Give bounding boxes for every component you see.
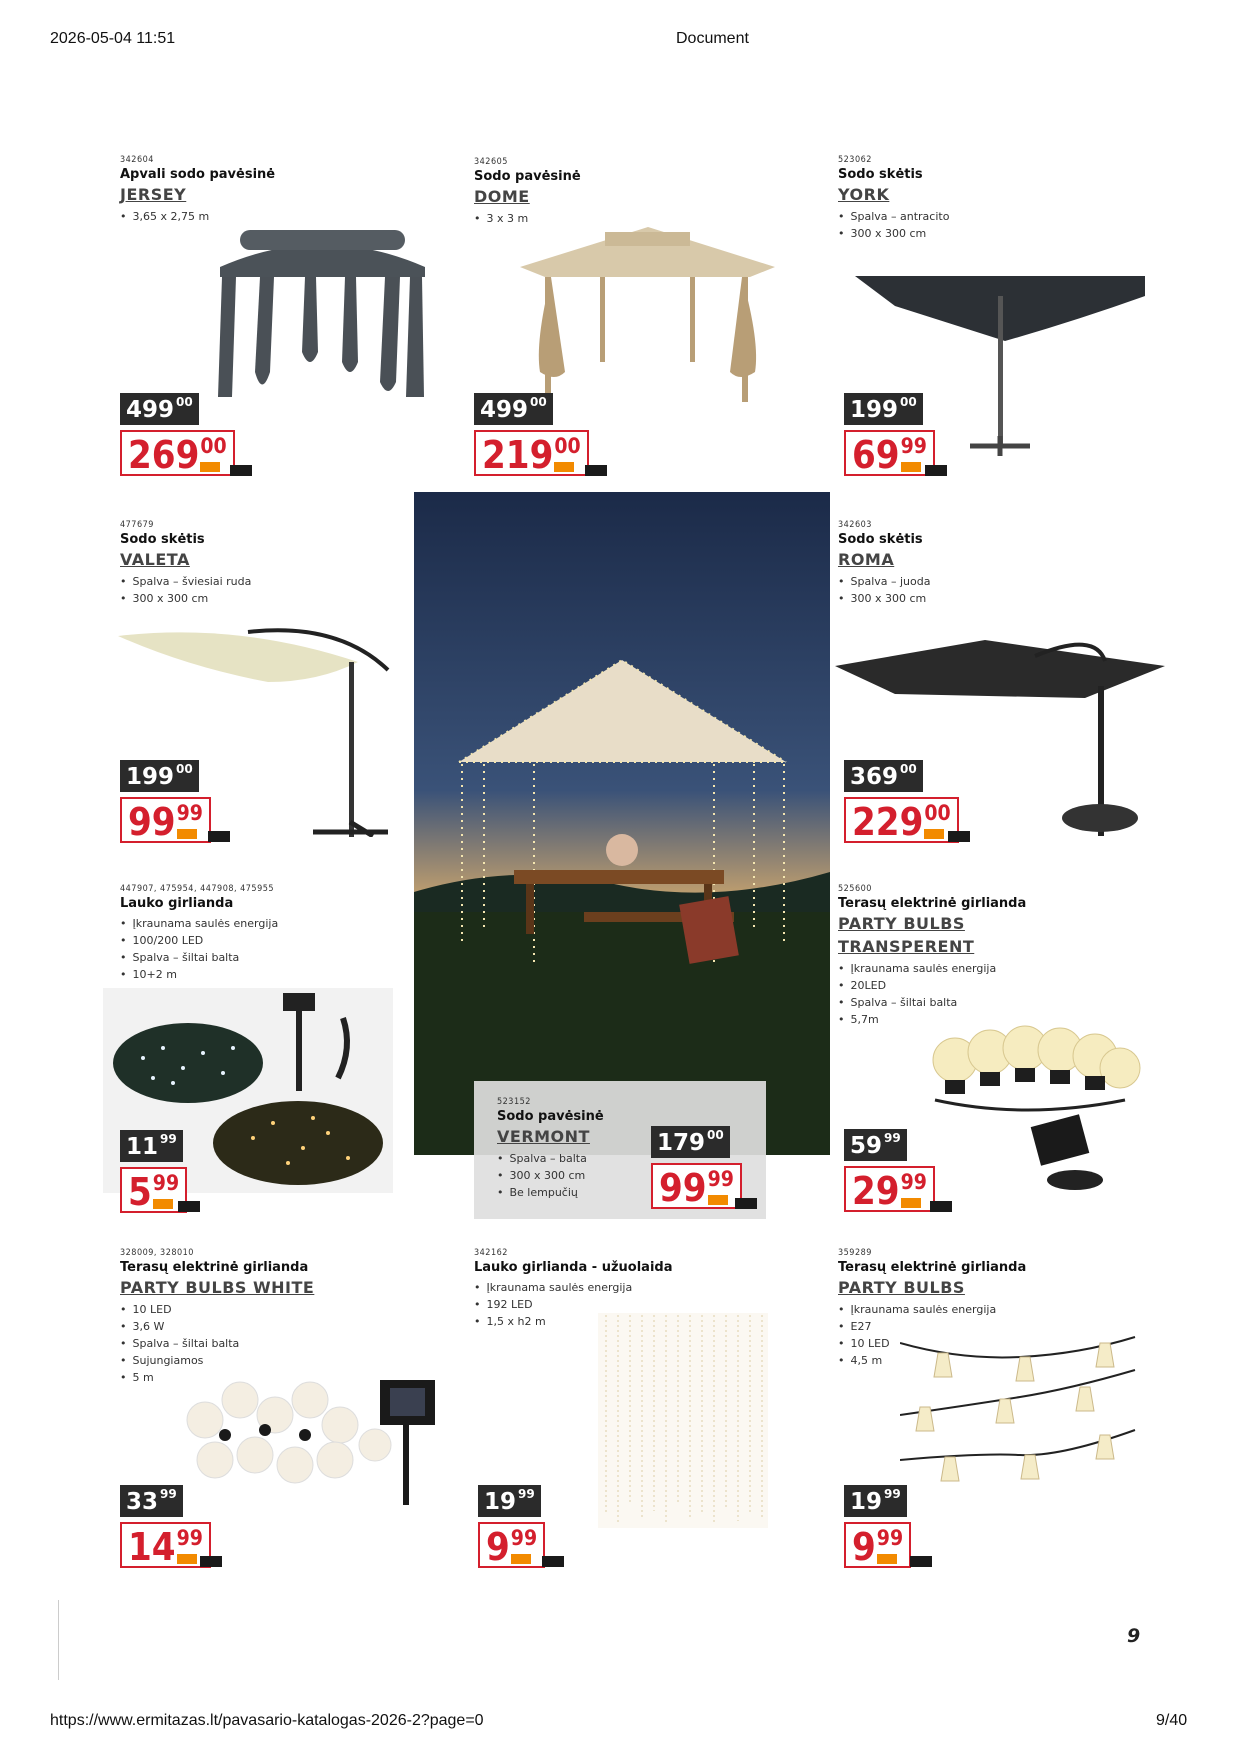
old-price-cents: 99 bbox=[160, 1487, 177, 1501]
old-price-int: 19 bbox=[484, 1489, 517, 1515]
product-name[interactable]: ROMA bbox=[838, 550, 895, 569]
old-price-int: 199 bbox=[126, 764, 175, 790]
old-price-cents: 00 bbox=[900, 762, 917, 776]
feature-item: • Spalva – balta bbox=[497, 1150, 747, 1167]
new-price-cents: 99 bbox=[900, 1170, 927, 1194]
old-price-int: 369 bbox=[850, 764, 899, 790]
product-category: Sodo skėtis bbox=[120, 532, 205, 547]
new-price-int: 69 bbox=[852, 433, 900, 477]
curtain-lights-image bbox=[598, 1313, 768, 1528]
card-badge bbox=[208, 831, 230, 842]
old-price-int: 199 bbox=[850, 397, 899, 423]
card-badge bbox=[948, 831, 970, 842]
old-price bbox=[478, 1485, 541, 1517]
new-price-int: 99 bbox=[128, 800, 176, 844]
party-bulbs-image bbox=[900, 1335, 1140, 1505]
product-sku: 342605 bbox=[474, 157, 508, 167]
card-badge bbox=[542, 1556, 564, 1567]
card-badge bbox=[735, 1198, 757, 1209]
old-price bbox=[120, 760, 199, 792]
old-price bbox=[120, 1130, 183, 1162]
old-price-cents: 99 bbox=[160, 1132, 177, 1146]
old-price bbox=[651, 1126, 730, 1158]
product-category: Apvali sodo pavėsinė bbox=[120, 167, 276, 182]
card-badge bbox=[925, 465, 947, 476]
feature-item: • 4,5 m bbox=[838, 1352, 1088, 1369]
card-badge bbox=[200, 1556, 222, 1567]
feature-item: • Be lempučių bbox=[497, 1184, 747, 1201]
new-price-cents: 99 bbox=[876, 1526, 904, 1550]
new-price bbox=[120, 1522, 211, 1568]
new-price-int: 9 bbox=[852, 1525, 876, 1569]
new-price-int: 219 bbox=[482, 433, 554, 477]
product-sku: 342604 bbox=[120, 155, 154, 165]
product-name[interactable]: PARTY BULBS bbox=[838, 914, 965, 933]
new-price-int: 29 bbox=[852, 1169, 900, 1213]
product-name[interactable]: YORK bbox=[838, 185, 890, 204]
new-price-cents: 99 bbox=[707, 1167, 734, 1191]
card-badge bbox=[910, 1556, 932, 1567]
new-price bbox=[844, 1522, 911, 1568]
product-sku: 342162 bbox=[474, 1248, 508, 1258]
card-badge bbox=[585, 465, 607, 476]
old-price bbox=[844, 1485, 907, 1517]
footer-page-count: 9/40 bbox=[1156, 1712, 1188, 1729]
feature-item: • 100/200 LED bbox=[120, 932, 370, 949]
card-badge bbox=[230, 465, 252, 476]
feature-item: • 3 x 3 m bbox=[474, 210, 724, 227]
feature-item: • 300 x 300 cm bbox=[838, 225, 1088, 242]
product-name[interactable]: VERMONT bbox=[497, 1127, 590, 1146]
product-category: Terasų elektrinė girlianda bbox=[120, 1260, 309, 1275]
product-name[interactable]: PARTY BULBS bbox=[838, 1278, 965, 1297]
new-price-int: 5 bbox=[128, 1170, 152, 1214]
margin-line bbox=[58, 1600, 59, 1680]
new-price-cents: 99 bbox=[152, 1171, 180, 1195]
product-category: Sodo pavėsinė bbox=[497, 1109, 604, 1124]
product-features bbox=[838, 208, 1088, 242]
header-datetime: 2026-05-04 11:51 bbox=[50, 30, 176, 47]
new-price bbox=[120, 797, 211, 843]
product-valeta[interactable] bbox=[120, 520, 370, 607]
product-sku: 447907, 475954, 447908, 475955 bbox=[120, 884, 275, 894]
old-price bbox=[120, 393, 199, 425]
old-price bbox=[844, 393, 923, 425]
old-price-int: 11 bbox=[126, 1134, 159, 1160]
feature-item: • 20LED bbox=[838, 977, 1088, 994]
product-sku: 525600 bbox=[838, 884, 872, 894]
product-sku: 342603 bbox=[838, 520, 872, 530]
feature-item: • 1,5 x h2 m bbox=[474, 1313, 724, 1330]
feature-item: • Įkraunama saulės energija bbox=[838, 960, 1088, 977]
gazebo-night-photo bbox=[414, 492, 830, 1155]
product-jersey[interactable] bbox=[120, 155, 370, 225]
new-price bbox=[651, 1163, 742, 1209]
product-lauko-girlianda[interactable] bbox=[120, 884, 370, 983]
product-sku: 359289 bbox=[838, 1248, 872, 1258]
old-price-int: 19 bbox=[850, 1489, 883, 1515]
old-price bbox=[844, 760, 923, 792]
product-category: Terasų elektrinė girlianda bbox=[838, 896, 1027, 911]
feature-item: • Spalva – šiltai balta bbox=[120, 949, 370, 966]
feature-item: • Spalva – juoda bbox=[838, 573, 1088, 590]
feature-item: • Spalva – šviesiai ruda bbox=[120, 573, 370, 590]
old-price-cents: 99 bbox=[884, 1131, 901, 1145]
new-price-cents: 00 bbox=[554, 434, 581, 458]
feature-item: • Spalva – antracito bbox=[838, 208, 1088, 225]
old-price-cents: 00 bbox=[176, 762, 193, 776]
old-price-cents: 99 bbox=[884, 1487, 901, 1501]
party-bulbs-white-image bbox=[185, 1370, 450, 1510]
new-price bbox=[474, 430, 589, 476]
old-price-cents: 00 bbox=[900, 395, 917, 409]
product-features bbox=[838, 960, 1088, 1028]
feature-item: • 3,6 W bbox=[120, 1318, 370, 1335]
feature-item: • Sujungiamos bbox=[120, 1352, 370, 1369]
new-price-int: 269 bbox=[128, 433, 200, 477]
new-price-cents: 99 bbox=[176, 801, 203, 825]
product-features bbox=[120, 573, 370, 607]
product-name[interactable]: PARTY BULBS WHITE bbox=[120, 1278, 315, 1297]
product-category: Lauko girlianda bbox=[120, 896, 234, 911]
product-category: Sodo pavėsinė bbox=[474, 169, 581, 184]
feature-item: • 300 x 300 cm bbox=[120, 590, 370, 607]
new-price-cents: 00 bbox=[924, 801, 951, 825]
footer-url[interactable]: https://www.ermitazas.lt/pavasario-katalogas-2026-2?page=0 bbox=[50, 1712, 484, 1729]
page-number: 9 bbox=[1127, 1625, 1141, 1647]
header-title: Document bbox=[676, 30, 749, 47]
new-price-cents: 99 bbox=[510, 1526, 538, 1550]
feature-item: • Įkraunama saulės energija bbox=[120, 915, 370, 932]
product-dome[interactable] bbox=[474, 157, 724, 227]
old-price-cents: 99 bbox=[518, 1487, 535, 1501]
product-york[interactable] bbox=[838, 155, 1088, 242]
feature-item: • 5,7m bbox=[838, 1011, 1088, 1028]
new-price bbox=[478, 1522, 545, 1568]
feature-item: • Spalva – šiltai balta bbox=[838, 994, 1088, 1011]
product-roma[interactable] bbox=[838, 520, 1088, 607]
product-category: Sodo skėtis bbox=[838, 532, 923, 547]
old-price-int: 499 bbox=[126, 397, 175, 423]
old-price bbox=[844, 1129, 907, 1161]
new-price bbox=[844, 1166, 935, 1212]
feature-item: • 300 x 300 cm bbox=[497, 1167, 747, 1184]
new-price-int: 99 bbox=[659, 1166, 707, 1210]
product-sku: 523062 bbox=[838, 155, 872, 165]
card-badge bbox=[930, 1201, 952, 1212]
feature-item: • E27 bbox=[838, 1318, 1088, 1335]
feature-item: • Įkraunama saulės energija bbox=[474, 1279, 724, 1296]
feature-item: • 5 m bbox=[120, 1369, 370, 1386]
feature-item: • Spalva – šiltai balta bbox=[120, 1335, 370, 1352]
feature-item: • 192 LED bbox=[474, 1296, 724, 1313]
new-price-cents: 99 bbox=[176, 1526, 203, 1550]
product-category: Sodo skėtis bbox=[838, 167, 923, 182]
old-price-int: 33 bbox=[126, 1489, 159, 1515]
gazebo-jersey-image bbox=[210, 222, 435, 402]
product-party-bulbs-transperent[interactable] bbox=[838, 884, 1088, 1028]
old-price bbox=[120, 1485, 183, 1517]
product-sku: 328009, 328010 bbox=[120, 1248, 194, 1258]
old-price-cents: 00 bbox=[707, 1128, 724, 1142]
old-price-cents: 00 bbox=[176, 395, 193, 409]
product-features bbox=[838, 573, 1088, 607]
feature-item: • 10 LED bbox=[120, 1301, 370, 1318]
product-sku: 523152 bbox=[497, 1097, 531, 1107]
old-price-int: 179 bbox=[657, 1130, 706, 1156]
old-price-int: 59 bbox=[850, 1133, 883, 1159]
product-name[interactable]: JERSEY bbox=[120, 185, 187, 204]
product-name[interactable]: DOME bbox=[474, 187, 530, 206]
feature-item: • 10+2 m bbox=[120, 966, 370, 983]
old-price-int: 499 bbox=[480, 397, 529, 423]
feature-item: • Įkraunama saulės energija bbox=[838, 1301, 1088, 1318]
gazebo-dome-image bbox=[520, 222, 775, 407]
party-bulbs-transperent-image bbox=[925, 1020, 1145, 1200]
feature-item: • 10 LED bbox=[838, 1335, 1088, 1352]
new-price bbox=[844, 797, 959, 843]
new-price bbox=[120, 430, 235, 476]
product-sku: 477679 bbox=[120, 520, 154, 530]
feature-item: • 3,65 x 2,75 m bbox=[120, 208, 370, 225]
new-price-cents: 00 bbox=[200, 434, 227, 458]
new-price-int: 9 bbox=[486, 1525, 510, 1569]
product-category: Lauko girlianda - užuolaida bbox=[474, 1260, 673, 1275]
product-party-bulbs-white[interactable] bbox=[120, 1248, 370, 1386]
feature-item: • 300 x 300 cm bbox=[838, 590, 1088, 607]
new-price-cents: 99 bbox=[900, 434, 927, 458]
product-name[interactable]: VALETA bbox=[120, 550, 190, 569]
new-price-int: 14 bbox=[128, 1525, 176, 1569]
old-price bbox=[474, 393, 553, 425]
card-badge bbox=[178, 1201, 200, 1212]
product-name-line2[interactable]: TRANSPERENT bbox=[838, 937, 975, 956]
old-price-cents: 00 bbox=[530, 395, 547, 409]
product-features bbox=[120, 915, 370, 983]
new-price-int: 229 bbox=[852, 800, 924, 844]
product-category: Terasų elektrinė girlianda bbox=[838, 1260, 1027, 1275]
new-price bbox=[844, 430, 935, 476]
